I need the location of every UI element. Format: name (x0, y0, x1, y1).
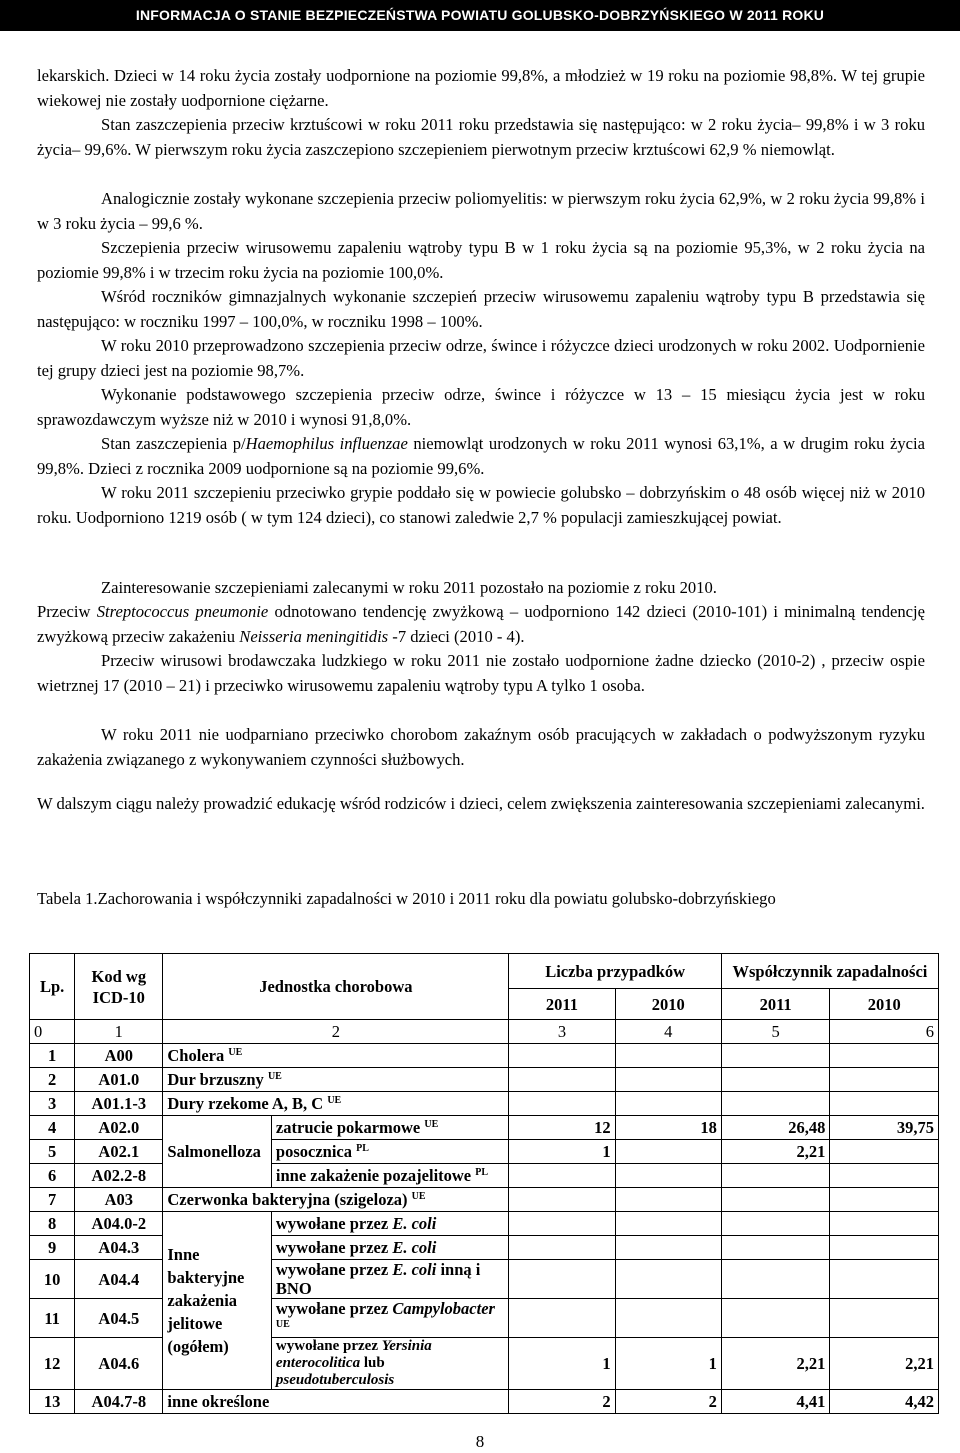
paragraph: W roku 2011 nie uodparniano przeciwko chorobom zakaźnym osób pracujących w zakładach o podwyższonym ryzyku zakażenia związanego z wykonywaniem czynności służbowych. (37, 725, 925, 769)
year-cell: 2010 (615, 989, 721, 1020)
value-cell: 1 (509, 1140, 615, 1164)
paragraph: Przeciw wirusowi brodawczaka ludzkiego w roku 2011 nie zostało uodpornione żadne dziecko (2010-2) , przeciw ospie wietrznej 17 (2010 – 21) i przeciwko wirusowemu zapaleniu wątroby typu A tylko 1 osoba. (37, 651, 925, 695)
lp-cell: 12 (30, 1338, 75, 1390)
value-cell: 1 (509, 1338, 615, 1390)
disease-cell: Czerwonka bakteryjna (szigeloza) $^{UE}$ (163, 1188, 509, 1212)
header-lp: Lp. (30, 954, 75, 1020)
lp-cell: 2 (30, 1068, 75, 1092)
lp-cell: 5 (30, 1140, 75, 1164)
kod-cell: A04.6 (75, 1338, 163, 1390)
paragraph: W dalszym ciągu należy prowadzić edukację wśród rodziców i dzieci, celem zwiększenia zainteresowania szczepieniami zalecanymi. (37, 794, 925, 813)
lp-cell: 4 (30, 1116, 75, 1140)
lp-cell: 3 (30, 1092, 75, 1116)
kod-cell: A04.0-2 (75, 1212, 163, 1236)
index-cell: 5 (721, 1020, 830, 1044)
table-index-row (30, 1020, 939, 1044)
disease-cell: Cholera $^{UE}$ (163, 1044, 509, 1068)
lp-cell: 9 (30, 1236, 75, 1260)
header-wspolczynnik: Współczynnik zapadalności (721, 954, 938, 989)
lp-cell: 6 (30, 1164, 75, 1188)
year-cell: 2011 (721, 989, 830, 1020)
table-row (30, 1044, 939, 1068)
disease-cell: wywołane przez E. coli (271, 1236, 508, 1260)
value-cell: 2 (509, 1390, 615, 1414)
value-cell: 4,41 (721, 1390, 830, 1414)
disease-cell: wywołane przez E. coli (271, 1212, 508, 1236)
paragraph: Wykonanie podstawowego szczepienia przeciw odrze, śwince i różyczce w 13 – 15 miesiącu życia jest w roku sprawozdawczym wyższe niż w 2010 i wynosi 91,8,0%. (37, 385, 925, 429)
table-row (30, 1116, 939, 1140)
kod-cell: A04.3 (75, 1236, 163, 1260)
value-cell (830, 1140, 939, 1164)
paragraph: Analogicznie zostały wykonane szczepienia przeciw poliomyelitis: w pierwszym roku życia 62,9%, w 2 roku życia 99,8% i w 3 roku życia – 99,6 %. (37, 189, 925, 233)
kod-cell: A01.1-3 (75, 1092, 163, 1116)
kod-cell: A02.2-8 (75, 1164, 163, 1188)
disease-cell: inne określone (163, 1390, 509, 1414)
index-cell: 2 (163, 1020, 509, 1044)
table-row (30, 1068, 939, 1092)
value-cell: 4,42 (830, 1390, 939, 1414)
value-cell: 39,75 (830, 1116, 939, 1140)
header-jednostka: Jednostka chorobowa (163, 954, 509, 1020)
kod-cell: A00 (75, 1044, 163, 1068)
paragraph: Szczepienia przeciw wirusowemu zapaleniu wątroby typu B w 1 roku życia są na poziomie 95,3%, w 2 roku życia na poziomie 99,8% i w trzecim roku życia na poziomie 100,0%. (37, 238, 925, 282)
lp-cell: 13 (30, 1390, 75, 1414)
disease-table (29, 953, 939, 1414)
year-cell: 2010 (830, 989, 939, 1020)
kod-cell: A04.5 (75, 1299, 163, 1338)
header-kod: Kod wg ICD-10 (75, 954, 163, 1020)
kod-cell: A03 (75, 1188, 163, 1212)
table-header-row (30, 954, 939, 989)
disease-cell: wywołane przez Campylobacter $^{UE}$ (271, 1299, 508, 1338)
value-cell: 18 (615, 1116, 721, 1140)
table-caption: Tabela 1.Zachorowania i współczynniki zapadalności w 2010 i 2011 roku dla powiatu golubsko-dobrzyńskiego (37, 889, 776, 908)
page-number: 8 (475, 1432, 485, 1451)
salmonella-cell: Salmonelloza (163, 1116, 272, 1188)
disease-cell: zatrucie pokarmowe $^{UE}$ (271, 1116, 508, 1140)
kod-cell: A04.4 (75, 1260, 163, 1299)
year-cell: 2011 (509, 989, 615, 1020)
value-cell: 12 (509, 1116, 615, 1140)
disease-cell: Dur brzuszny $^{UE}$ (163, 1068, 509, 1092)
lp-cell: 1 (30, 1044, 75, 1068)
index-cell: 0 (30, 1020, 75, 1044)
paragraph-strep: Przeciw Streptococcus pneumonie odnotowano tendencję zwyżkową – uodporniono 142 dzieci (2010-101) i minimalną tendencję zwyżkową przeciw zakażeniu Neisseria meningitidis -7 dzieci (2010 - 4). (37, 602, 926, 646)
paragraph: Wśród roczników gimnazjalnych wykonanie szczepień przeciw wirusowemu zapaleniu wątroby typu B przedstawia się następująco: w roczniku 1997 – 100,0%, w roczniku 1998 – 100%. (37, 287, 925, 331)
table-row (30, 1092, 939, 1116)
disease-cell: inne zakażenie pozajelitowe $^{PL}$ (271, 1164, 508, 1188)
value-cell: 2,21 (830, 1338, 939, 1390)
disease-cell: wywołane przez E. coli inną i BNO (271, 1260, 508, 1299)
paragraph: Stan zaszczepienia przeciw krztuścowi w roku 2011 roku przedstawia się następująco: w 2 roku życia– 99,8% i w 3 roku życia– 99,6%. W pierwszym roku życia zaszczepiono szczepieniem pierwotnym przeciw krztuścowi 62,9 % niemowląt. (37, 115, 925, 159)
paragraph: W roku 2011 szczepieniu przeciwko grypie poddało się w powiecie golubsko – dobrzyńskim o 48 osób więcej niż w 2010 roku. Uodporniono 1219 osób ( w tym 124 dzieci), co stanowi zaledwie 2,7 % populacji zamieszkującej powiat. (37, 483, 925, 527)
lp-cell: 7 (30, 1188, 75, 1212)
paragraph-hib: Stan zaszczepienia p/Haemophilus influenzae niemowląt urodzonych w roku 2011 wynosi 63,1%, a w drugim roku życia 99,8%. Dzieci z rocznika 2009 uodpornione są na poziomie 99,6%. (37, 434, 925, 478)
lp-cell: 8 (30, 1212, 75, 1236)
index-cell: 4 (615, 1020, 721, 1044)
disease-cell: posocznica $^{PL}$ (271, 1140, 508, 1164)
disease-cell: wywołane przez Yersinia enterocolitica lub pseudotuberculosis (271, 1338, 508, 1390)
value-cell: 2,21 (721, 1338, 830, 1390)
page-header: INFORMACJA O STANIE BEZPIECZEŃSTWA POWIATU GOLUBSKO-DOBRZYŃSKIEGO W 2011 ROKU (0, 0, 960, 31)
kod-cell: A02.1 (75, 1140, 163, 1164)
index-cell: 3 (509, 1020, 615, 1044)
value-cell: 26,48 (721, 1116, 830, 1140)
paragraph: Zainteresowanie szczepieniami zalecanymi w roku 2011 pozostało na poziomie z roku 2010. (101, 578, 717, 597)
index-cell: 6 (830, 1020, 939, 1044)
paragraph: lekarskich. Dzieci w 14 roku życia zostały uodpornione na poziomie 99,8%, a młodzież w 19 roku na poziomie 98,8%. W tej grupie wiekowej nie zostały uodpornione ciężarne. (37, 66, 925, 110)
other-bacterial-cell: Inne bakteryjne zakażenia jelitowe (ogółem) (163, 1212, 272, 1390)
value-cell: 1 (615, 1338, 721, 1390)
index-cell: 1 (75, 1020, 163, 1044)
table-row (30, 1390, 939, 1414)
kod-cell: A04.7-8 (75, 1390, 163, 1414)
disease-cell: Dury rzekome A, B, C $^{UE}$ (163, 1092, 509, 1116)
kod-cell: A01.0 (75, 1068, 163, 1092)
kod-cell: A02.0 (75, 1116, 163, 1140)
lp-cell: 10 (30, 1260, 75, 1299)
table-row (30, 1212, 939, 1236)
header-liczba: Liczba przypadków (509, 954, 722, 989)
value-cell: 2,21 (721, 1140, 830, 1164)
value-cell: 2 (615, 1390, 721, 1414)
value-cell (615, 1140, 721, 1164)
lp-cell: 11 (30, 1299, 75, 1338)
table-row (30, 1188, 939, 1212)
paragraph: W roku 2010 przeprowadzono szczepienia przeciw odrze, śwince i różyczce dzieci urodzonych w roku 2002. Uodpornienie tej grupy dzieci jest na poziomie 98,7%. (37, 336, 925, 380)
